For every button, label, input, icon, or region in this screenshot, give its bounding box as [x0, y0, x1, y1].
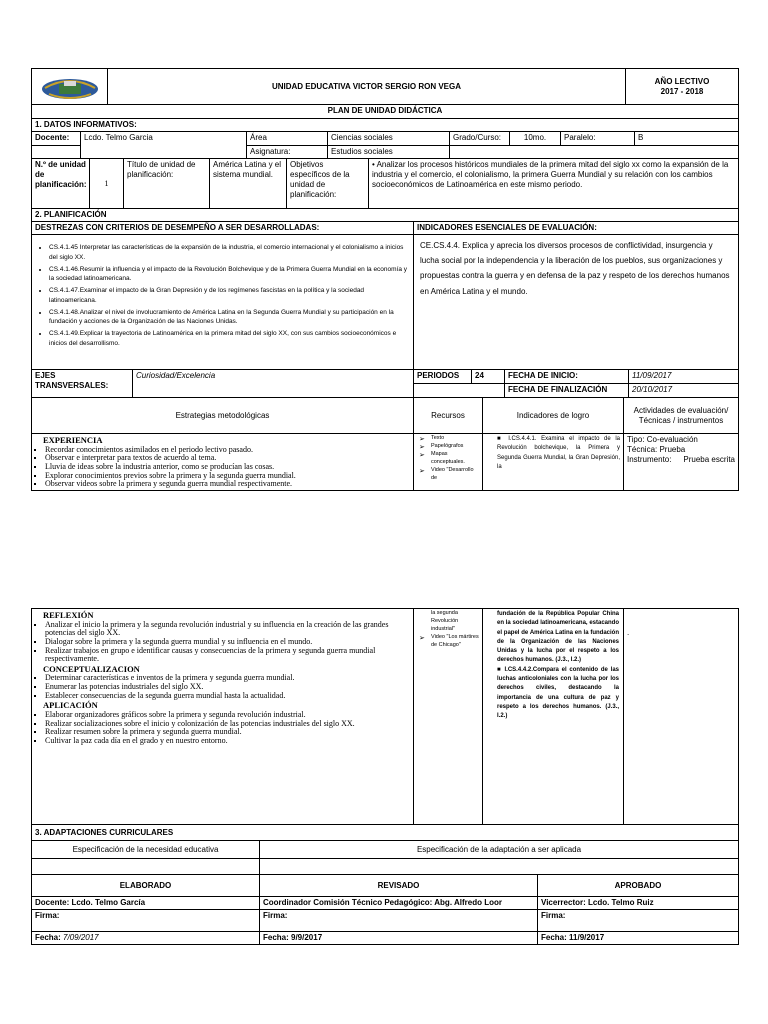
indicadores-header: INDICADORES ESENCIALES DE EVALUACIÓN:: [414, 222, 739, 235]
ejes-value: Curiosidad/Excelencia: [133, 370, 414, 398]
recursos-cont-cell: [414, 609, 483, 825]
vicerrector-firma: Vicerrector: Lcdo. Telmo Ruiz: [538, 897, 739, 910]
list-item: ▪ Realizar trabajos en grupo e identificar causas y consecuencias de la primera y segunda guerra mundial respectivamente.: [45, 647, 410, 664]
periodos-value: 24: [472, 370, 505, 384]
list-item: ➢ Papelógrafos: [431, 443, 479, 451]
year-label: AÑO LECTIVO: [654, 76, 710, 86]
list-item: ▪ Recordar conocimientos asimilados en el periodo lectivo pasado.: [45, 446, 410, 455]
adaptaciones-table: [31, 824, 739, 875]
experiencia-cell: [32, 434, 414, 491]
col-estrategias: Estrategias metodológicas: [32, 398, 414, 434]
grado-label: Grado/Curso:: [450, 132, 510, 146]
experiencia-title: EXPERIENCIA: [43, 435, 103, 445]
recursos-list: [417, 435, 479, 483]
revisado-header: REVISADO: [260, 875, 538, 897]
year-value: 2017 - 2018: [660, 86, 704, 96]
area-label: Área: [247, 132, 328, 146]
fecha-aprobado: Fecha: 11/9/2017: [538, 932, 739, 945]
asignatura-label: Asignatura:: [247, 146, 328, 159]
list-item: ▪ Observar videos sobre la primera y segunda guerra mundial respectivamente.: [45, 480, 410, 489]
list-item: ▪ Analizar el inicio la primera y la segunda revolución industrial y su influencia en la creación de las grandes potencias del siglo XX.: [45, 621, 410, 638]
page-one: [0, 68, 768, 491]
year-cell: [626, 69, 739, 105]
titulo-label: Título de unidad de planificación:: [124, 159, 210, 209]
logro-cont-cell: [483, 609, 624, 825]
col-logro: Indicadores de logro: [483, 398, 624, 434]
destrezas-list: [35, 243, 410, 349]
logro2-value: I.CS.4.4.2.Compara el contenido de las luchas anticoloniales con la lucha por los derechos civiles, destacando la importancia de una cultura de paz y respeto a los derechos humanos. (J.3., I.2.): [497, 666, 619, 720]
list-item: ▪ Establecer consecuencias de la segunda guerra mundial hasta la actualidad.: [45, 692, 410, 701]
unidad-number: 1: [90, 159, 124, 209]
fecha-revisado: Fecha: 9/9/2017: [260, 932, 538, 945]
adaptacion-col1: Especificación de la necesidad educativa: [32, 841, 260, 859]
unidad-label: N.º de unidad de planificación:: [32, 159, 90, 209]
list-item: • CS.4.1.48.Analizar el nivel de involucramiento de América Latina en la Segunda Guerra Mundial y su participación en la fundación y acciones de la Organización de las Naciones Unidas.: [49, 308, 410, 328]
reflexion-list: [35, 621, 410, 664]
dot-text: .: [627, 628, 630, 637]
objetivo-text: • Analizar los procesos históricos mundiales de la primera mitad del siglo xx como la expansión de la industria y el comercio, el colonialismo, la primera Guerra Mundial y su relación con los cambios socioeconómicos de Latinoamérica en este mismo periodo.: [369, 159, 739, 209]
empty-cell: [450, 146, 739, 159]
adaptacion-col2: Especificación de la adaptación a ser aplicada: [260, 841, 739, 859]
school-logo: [32, 69, 108, 105]
experiencia-list: [35, 446, 410, 489]
list-item: ▪ Determinar características e inventos de la primera y segunda guerra mundial.: [45, 674, 410, 683]
periodos-label: PERIODOS: [414, 370, 472, 384]
list-item: ▪ Observar e interpretar para textos de acuerdo al tema.: [45, 454, 410, 463]
reflexion-cell: [32, 609, 414, 825]
docente-firma: Docente: Lcdo. Telmo García: [32, 897, 260, 910]
page-two: [0, 608, 768, 945]
empty-cell: [414, 384, 505, 398]
list-item: ▪ Enumerar las potencias industriales del siglo XX.: [45, 683, 410, 692]
actividades-cont-cell: [624, 609, 739, 825]
inicio-value: 11/09/2017: [629, 370, 739, 384]
ejes-table: [31, 369, 739, 398]
destrezas-header: DESTREZAS CON CRITERIOS DE DESEMPEÑO A SER DESARROLLADAS:: [32, 222, 414, 235]
list-item: • CS.4.1.45 Interpretar las características de la expansión de la industria, el comercio internacional y el colonialismo a inicios del siglo XX.: [49, 243, 410, 263]
planificacion-table: [31, 208, 739, 370]
empty-cell: [32, 859, 260, 875]
list-item: ▪ Elaborar organizadores gráficos sobre la primera y segunda revolución industrial.: [45, 711, 410, 720]
firma-label: Firma:: [538, 910, 739, 932]
fin-value: 20/10/2017: [629, 384, 739, 398]
col-actividades: Actividades de evaluación/ Técnicas / instrumentos: [624, 398, 739, 434]
firma-label: Firma:: [32, 910, 260, 932]
logro-text: ■ I.CS.4.4.1. Examina el impacto de la Revolución bolchevique, la Primera y Segunda Guerra Mundial, la Gran Depresión, la: [497, 436, 620, 470]
list-item: ▪ Realizar socializaciones sobre el inicio y colonización de las potencias industriales del siglo XX.: [45, 720, 410, 729]
fecha-elaborado: [32, 932, 260, 945]
instrumento-label: Instrumento:: [627, 455, 672, 464]
estrategias-table: [31, 397, 739, 491]
list-item: ▪ Cultivar la paz cada día en el grado y en nuestro entorno.: [45, 737, 410, 746]
list-item: • CS.4.1.49.Explicar la trayectoria de Latinoamérica en la primera mitad del siglo XX, con sus cambios socioeconómicos e inicios del desarrollismo.: [49, 329, 410, 349]
grado-value: 10mo.: [510, 132, 561, 146]
paralelo-value: B: [635, 132, 739, 146]
area-value: Ciencias sociales: [328, 132, 450, 146]
empty-cell: [32, 146, 81, 159]
school-name: UNIDAD EDUCATIVA VICTOR SERGIO RON VEGA: [108, 69, 626, 105]
objetivos-label: Objetivos específicos de la unidad de planificación:: [287, 159, 369, 209]
logro-cell: [483, 434, 624, 491]
fecha-value: 7/09/2017: [63, 933, 99, 942]
indicador-text: CE.CS.4.4. Explica y aprecia los diversos procesos de conflictividad, insurgencia y lucha social por la independencia y la liberación de los pueblos, sus organizaciones y propuestas contra la guerra y en defensa de la paz y respeto de los derechos humanos en América Latina y el mundo.: [414, 235, 739, 370]
reflexion-title: REFLEXIÓN: [43, 610, 94, 620]
plan-title: PLAN DE UNIDAD DIDÁCTICA: [32, 105, 739, 119]
recursos-cont-text: la segunda Revolución industrial": [431, 610, 459, 632]
conceptualizacion-title: CONCEPTUALIZACION: [43, 663, 140, 674]
list-item: ▪ Lluvia de ideas sobre la industria anterior, como se producían las cosas.: [45, 463, 410, 472]
paralelo-label: Paralelo:: [561, 132, 635, 146]
estrategias-cont-table: [31, 608, 739, 825]
col-recursos: Recursos: [414, 398, 483, 434]
logro2-text: ■ I.CS.4.4.2.Compara el contenido de las luchas anticoloniales con la lucha por los derechos civiles, destacando la importancia de una cultura de paz y respeto a los derechos humanos. (J.3., I.2.): [497, 666, 619, 720]
actividades-cell: [624, 434, 739, 491]
empty-cell: [260, 859, 739, 875]
unidad-table: [31, 158, 739, 209]
fin-label: FECHA DE FINALIZACIÓN: [505, 384, 629, 398]
aplicacion-title: APLICACIÓN: [43, 700, 98, 711]
recursos-cell: [414, 434, 483, 491]
aplicacion-list: [35, 711, 410, 746]
inicio-label: FECHA DE INICIO:: [505, 370, 629, 384]
list-item: ➢ Video "Los mártires de Chicago": [431, 634, 479, 650]
section-planificacion: 2. PLANIFICACIÓN: [32, 209, 739, 222]
recursos-cont-list: [417, 634, 479, 650]
logro-cont-text: fundación de la República Popular China en la sociedad latinoamericana, estacando el papel de América Latina en la fundación de la Organización de las Naciones Unidas y la lucha por el respeto a los derechos humanos. (J.3., I.2.): [497, 611, 619, 664]
conceptualizacion-list: [35, 674, 410, 700]
datos-table: [31, 131, 739, 159]
list-item: • CS.4.1.47.Examinar el impacto de la Gran Depresión y de los regímenes fascistas en la política y la sociedad latinoamericana.: [49, 286, 410, 306]
list-item: • CS.4.1.46.Resumir la influencia y el impacto de la Revolución Bolchevique y de la Primera Guerra Mundial en la economía y la sociedad latinoamericana.: [49, 265, 410, 285]
list-item: ▪ Explorar conocimientos previos sobre la primera y la segunda guerra mundial.: [45, 472, 410, 481]
list-item: ➢ Texto: [431, 435, 479, 443]
header-table: [31, 68, 739, 132]
list-item: ➢ Mapas conceptuales.: [431, 451, 479, 467]
list-item: ➢ Video "Desarrollo de: [431, 467, 479, 483]
docente-value: Lcdo. Telmo Garcia: [81, 132, 247, 159]
fecha-label: Fecha:: [35, 933, 61, 942]
instrumento-value: Prueba escrita: [683, 455, 735, 464]
tipo-text: Tipo: Co-evaluación: [627, 435, 698, 444]
list-item: ▪ Dialogar sobre la primera y la segunda guerra mundial y su influencia en el mundo.: [45, 638, 410, 647]
section-datos: 1. DATOS INFORMATIVOS:: [32, 119, 739, 132]
list-item: ▪ Realizar resumen sobre la primera y segunda guerra mundial.: [45, 728, 410, 737]
firma-label: Firma:: [260, 910, 538, 932]
section-adaptaciones: 3. ADAPTACIONES CURRICULARES: [32, 825, 739, 841]
coordinador-firma: Coordinador Comisión Técnico Pedagógico: Abg. Alfredo Loor: [260, 897, 538, 910]
docente-label: Docente:: [32, 132, 81, 146]
aprobado-header: APROBADO: [538, 875, 739, 897]
ejes-label: EJES TRANSVERSALES:: [32, 370, 133, 398]
instrumento-row: [627, 455, 735, 465]
tecnica-text: Técnica: Prueba: [627, 445, 686, 454]
school-logo-icon: [37, 72, 103, 102]
destrezas-list-cell: [32, 235, 414, 370]
asignatura-value: Estudios sociales: [328, 146, 450, 159]
logro-value: I.CS.4.4.1. Examina el impacto de la Revolución bolchevique, la Primera y Segunda Guerra Mundial, la Gran Depresión, la: [497, 436, 620, 470]
titulo-value: América Latina y el sistema mundial.: [210, 159, 287, 209]
firmas-table: [31, 874, 739, 945]
elaborado-header: ELABORADO: [32, 875, 260, 897]
